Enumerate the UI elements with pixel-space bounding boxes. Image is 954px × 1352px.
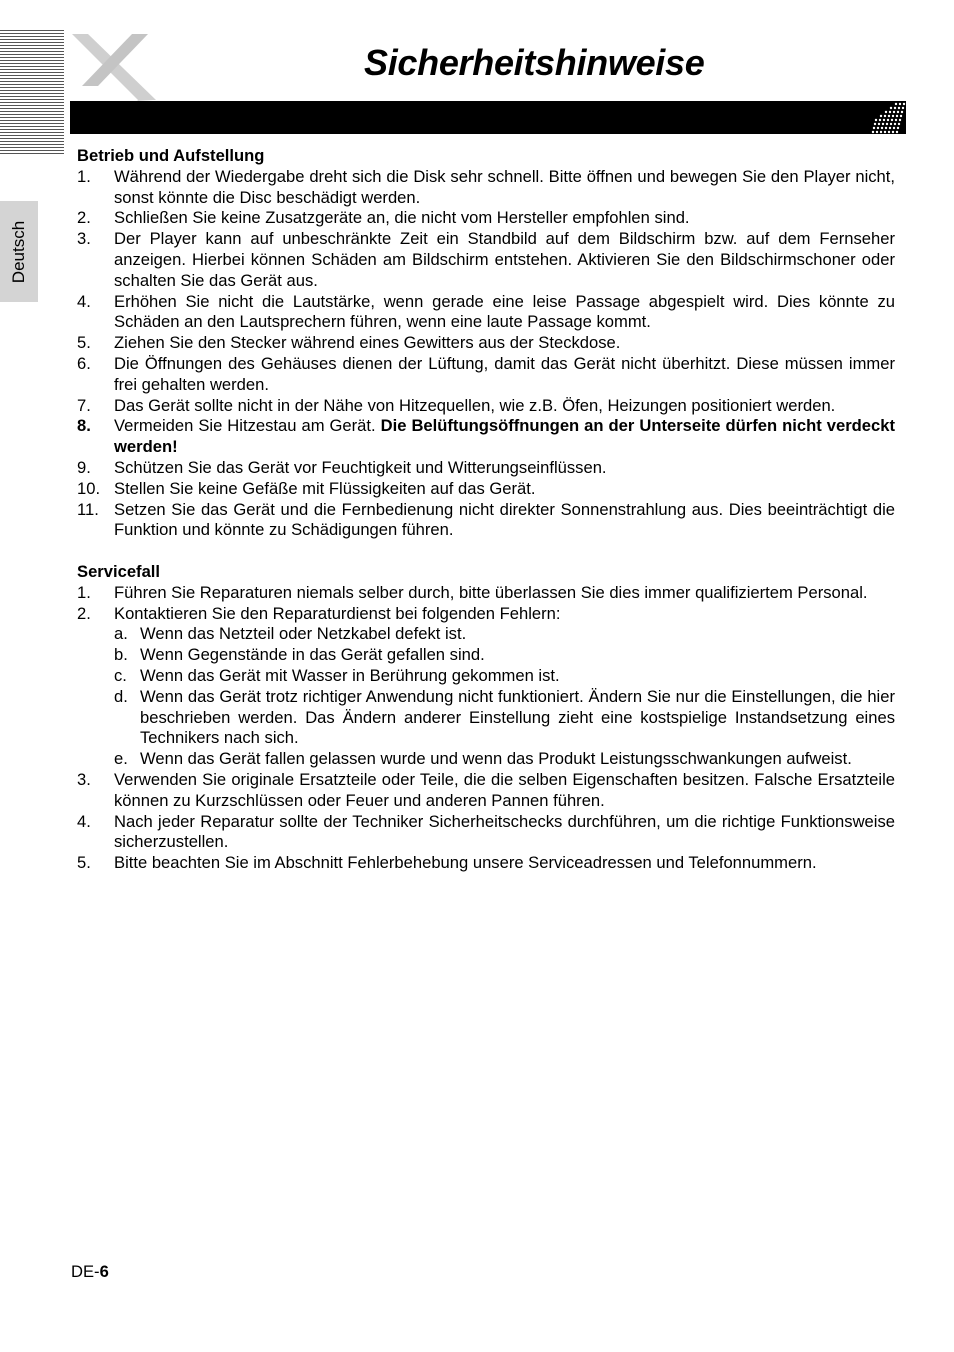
- list-item: [77, 604, 895, 625]
- list-item: [77, 853, 895, 874]
- sub-item-text: Wenn das Netzteil oder Netzkabel defekt ist.: [140, 624, 467, 644]
- header-bar: [70, 101, 906, 134]
- list-item: [77, 479, 895, 500]
- language-tab-label: Deutsch: [9, 220, 28, 283]
- item-number: 6.: [77, 353, 91, 373]
- list-item: [77, 167, 895, 209]
- item-text: Nach jeder Reparatur sollte der Techniker Sicherheitschecks durchführen, um die richtige Funktionsweise sicherzustellen.: [114, 811, 895, 852]
- item-number: 5.: [77, 853, 91, 873]
- item-number: 2.: [77, 603, 91, 623]
- item-text: Die Öffnungen des Gehäuses dienen der Lüftung, damit das Gerät nicht überhitzt. Diese müssen immer frei gehalten werden.: [114, 353, 895, 394]
- item-text: Während der Wiedergabe dreht sich die Disk sehr schnell. Bitte öffnen und bewegen Sie den Player nicht, sonst könnte die Disc beschädigt werden.: [114, 166, 895, 207]
- sub-list-item: [77, 687, 895, 749]
- main-content: [77, 146, 895, 874]
- item-number: 7.: [77, 395, 91, 415]
- section-heading-service: Servicefall: [77, 561, 161, 581]
- page-title: Sicherheitshinweise: [364, 42, 705, 83]
- item-text: Schützen Sie das Gerät vor Feuchtigkeit und Witterungseinflüssen.: [114, 457, 607, 477]
- dot-pattern-icon: [866, 101, 910, 134]
- item-number: 1.: [77, 166, 91, 186]
- list-item: [77, 229, 895, 291]
- sub-item-letter: a.: [114, 624, 128, 644]
- item-text: Bitte beachten Sie im Abschnitt Fehlerbehebung unsere Serviceadressen und Telefonnummern.: [114, 853, 817, 873]
- item-text: Vermeiden Sie Hitzestau am Gerät.: [114, 416, 381, 436]
- page-number: [71, 1262, 109, 1282]
- sub-item-text: Wenn das Gerät trotz richtiger Anwendung nicht funktioniert. Ändern Sie nur die Einstellungen, die hier beschrieben werden. Das Ändern anderer Einstellung zieht eine kostspielige Instandsetzung eines Technikers nach sich.: [140, 686, 895, 748]
- item-text: Der Player kann auf unbeschränkte Zeit ein Standbild auf dem Bildschirm bzw. auf dem Fernseher anzeigen. Hierbei können Schäden am Bildschirm entstehen. Aktivieren Sie den Bildschirmschoner oder schalten Sie das Gerät aus.: [114, 229, 895, 290]
- item-number: 9.: [77, 457, 91, 477]
- item-number: 11.: [77, 499, 99, 519]
- item-text: Ziehen Sie den Stecker während eines Gewitters aus der Steckdose.: [114, 333, 621, 353]
- item-number: 10.: [77, 478, 101, 498]
- item-text: Das Gerät sollte nicht in der Nähe von Hitzequellen, wie z.B. Öfen, Heizungen positioniert werden.: [114, 395, 836, 415]
- item-number: 4.: [77, 811, 91, 831]
- item-number: 5.: [77, 333, 91, 353]
- sub-item-text: Wenn Gegenstände in das Gerät gefallen sind.: [140, 645, 485, 665]
- sub-item-letter: c.: [114, 665, 127, 685]
- sub-list-item: [77, 624, 895, 645]
- page-number-value: 6: [99, 1262, 109, 1281]
- item-number: 1.: [77, 582, 91, 602]
- sub-item-letter: b.: [114, 645, 128, 665]
- item-text: Stellen Sie keine Gefäße mit Flüssigkeiten auf das Gerät.: [114, 478, 536, 498]
- item-number: 8.: [77, 416, 91, 436]
- item-number: 4.: [77, 291, 91, 311]
- sub-list-item: [77, 749, 895, 770]
- item-text: Setzen Sie das Gerät und die Fernbedienung nicht direkter Sonnenstrahlung aus. Dies beeinträchtigt die Funktion und könnte zu Schädigungen führen.: [114, 499, 895, 540]
- list-item: [77, 770, 895, 812]
- item-text: Führen Sie Reparaturen niemals selber durch, bitte überlassen Sie dies immer qualifiziertem Personal.: [114, 582, 868, 602]
- section-heading-operation: Betrieb und Aufstellung: [77, 146, 265, 165]
- sub-list-item: [77, 666, 895, 687]
- sub-item-text: Wenn das Gerät mit Wasser in Berührung gekommen ist.: [140, 665, 560, 685]
- list-item: [77, 333, 895, 354]
- list-item: [77, 458, 895, 479]
- item-text: Schließen Sie keine Zusatzgeräte an, die nicht vom Hersteller empfohlen sind.: [114, 208, 690, 228]
- item-warning-text: Die Belüftungsöffnungen an der Unterseite dürfen nicht verdeckt werden!: [114, 416, 896, 457]
- list-item: [77, 354, 895, 396]
- x-brand-logo-icon: [68, 30, 168, 105]
- list-item: [77, 292, 895, 334]
- list-item: [77, 500, 895, 542]
- sub-list-item: [77, 645, 895, 666]
- page-prefix: DE-: [71, 1262, 100, 1281]
- list-item: [77, 208, 895, 229]
- sub-item-letter: e.: [114, 749, 128, 769]
- list-item: [77, 812, 895, 854]
- item-text: Erhöhen Sie nicht die Lautstärke, wenn gerade eine leise Passage abgespielt wird. Dies könnte zu Schäden an den Lautsprechern führen, wenn eine laute Passage kommt.: [114, 291, 895, 332]
- list-item: [77, 396, 895, 417]
- sub-item-letter: d.: [114, 686, 128, 706]
- item-number: 3.: [77, 229, 91, 249]
- edge-decoration-lines: [0, 30, 64, 158]
- item-number: 2.: [77, 208, 91, 228]
- item-number: 3.: [77, 769, 91, 789]
- item-text: Verwenden Sie originale Ersatzteile oder Teile, die die selben Eigenschaften besitzen. Falsche Ersatzteile können zu Kurzschlüssen oder Feuer und anderen Pannen führen.: [114, 769, 895, 810]
- sub-item-text: Wenn das Gerät fallen gelassen wurde und wenn das Produkt Leistungsschwankungen aufweist.: [140, 749, 852, 769]
- list-item: [77, 416, 895, 458]
- item-text: Kontaktieren Sie den Reparaturdienst bei folgenden Fehlern:: [114, 603, 561, 623]
- list-item: [77, 583, 895, 604]
- language-tab: [0, 201, 38, 302]
